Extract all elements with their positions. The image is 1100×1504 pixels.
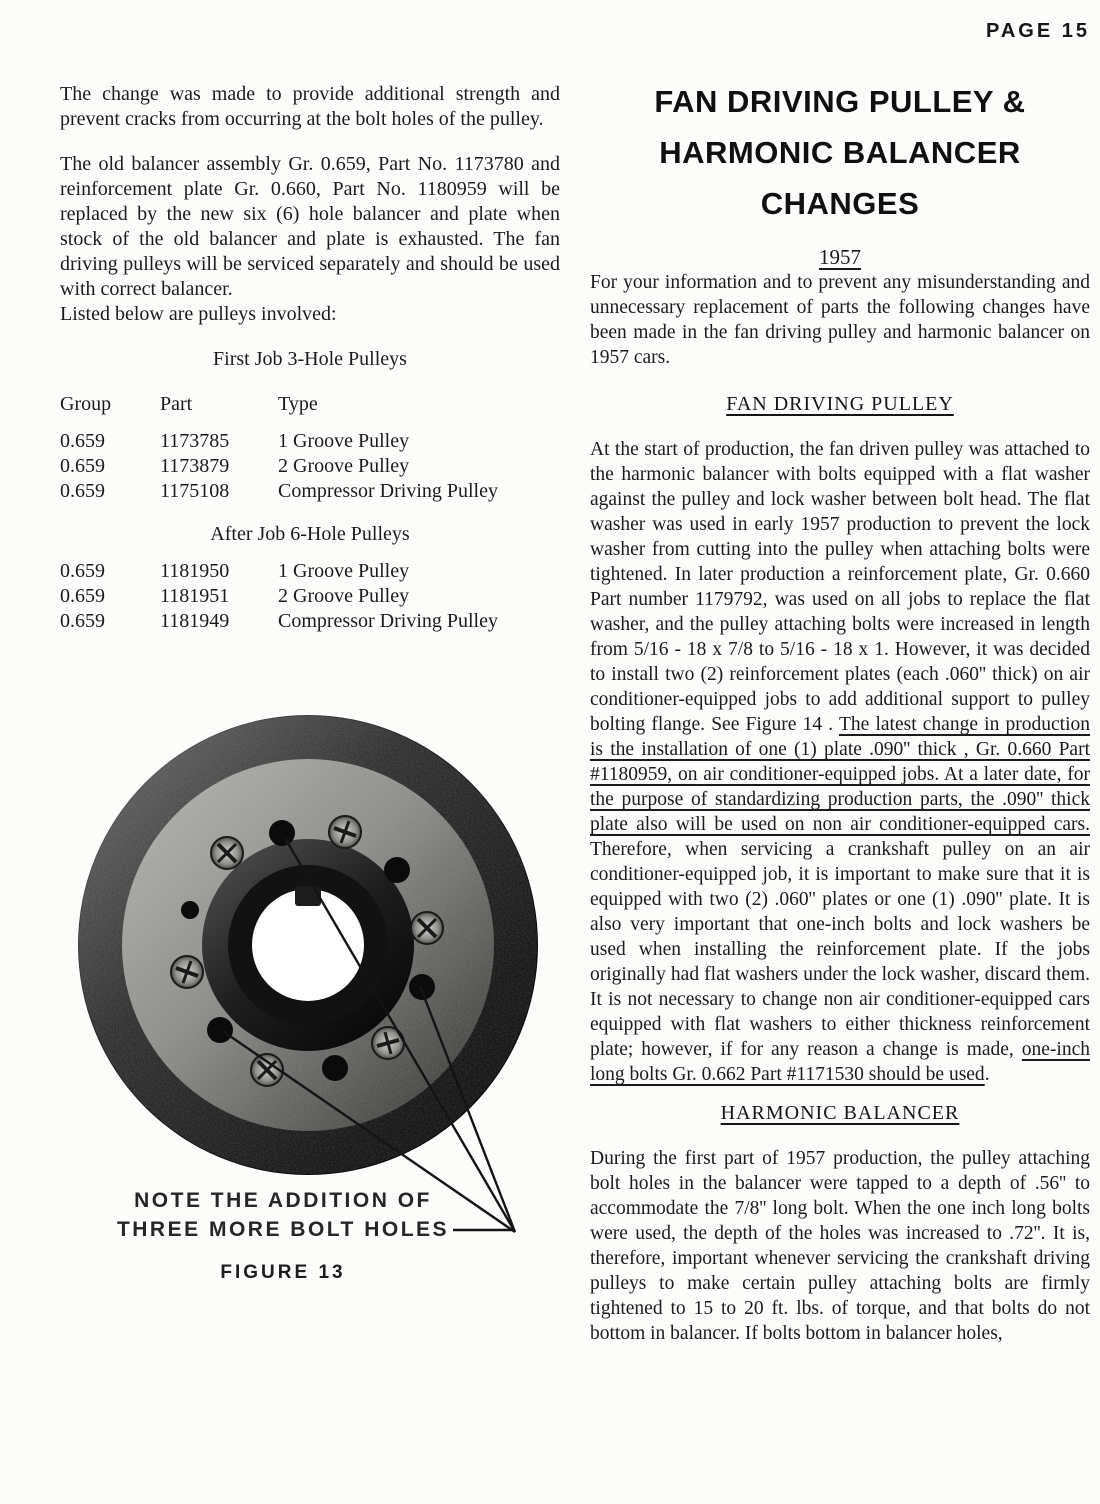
cell-type: Compressor Driving Pulley xyxy=(278,480,498,502)
cell-group: 0.659 xyxy=(60,480,105,502)
right-column xyxy=(590,76,1090,1346)
table-header-row xyxy=(60,392,560,417)
table-row xyxy=(60,559,560,584)
cell-part: 1175108 xyxy=(160,480,230,502)
article-title xyxy=(590,76,1090,229)
figure-note-line1: NOTE THE ADDITION OF xyxy=(134,1189,432,1212)
paragraph-segment-underlined: one-inch long bolts Gr. 0.662 Part #1171530 should be used xyxy=(590,1039,1090,1085)
cell-part: 1181950 xyxy=(160,560,230,582)
cell-type: 2 Groove Pulley xyxy=(278,585,410,607)
paragraph-segment: Therefore, when servicing a crankshaft pulley on an air conditioner-equipped job, it is important to make sure that it is equipped with two (2) .060'' plates or one (1) .090'' plate. It is also very important that one-inch bolts and lock washers be used when installing the reinforcement plate. If the jobs originally had flat washers under the lock washer, discard them. It is not necessary to change non air conditioner-equipped cars equipped with flat washers to either thickness reinforcement plate; however, if for any reason a change is made, xyxy=(590,839,1090,1060)
cell-part: 1181949 xyxy=(160,610,230,632)
bolt-hole xyxy=(384,857,410,883)
table-first-job xyxy=(60,429,560,504)
cell-type: 1 Groove Pulley xyxy=(278,430,410,452)
paragraph-segment: At the start of production, the fan driven pulley was attached to the harmonic balancer with bolts equipped with a flat washer against the pulley and lock washer between bolt head. The flat washer was used in early 1957 production to prevent the lock washer from cutting into the pulley when attaching bolts were tightened. In later production a reinforcement plate, Gr. 0.660 Part number 1179792, was used on all jobs to replace the flat washer, and the pulley attaching bolts were increased in length from 5/16 - 18 x 7/8 to 5/16 - 18 x 1. However, it was decided to install two (2) reinforcement plates (each .060'' thick) on air conditioner-equipped jobs to add additional support to pulley bolting flange. See Figure 14 . xyxy=(590,439,1090,735)
bolt-hole xyxy=(322,1055,348,1081)
figure-caption: FIGURE 13 xyxy=(220,1262,346,1283)
harmonic-balancer-photo xyxy=(55,680,565,1260)
table-row xyxy=(60,429,560,454)
intro-paragraph: For your information and to prevent any misunderstanding and unnecessary replacement of parts the following changes have been made in the fan driving pulley and harmonic balancer on 1957 cars. xyxy=(590,272,1090,368)
bolt-hole xyxy=(409,974,435,1000)
cell-part: 1173785 xyxy=(160,430,230,452)
bolt-hole xyxy=(207,1017,233,1043)
table-row xyxy=(60,454,560,479)
cell-type: 2 Groove Pulley xyxy=(278,455,410,477)
bolt-hole xyxy=(181,901,199,919)
table-row xyxy=(60,584,560,609)
fan-driving-pulley-paragraph xyxy=(590,437,1090,1087)
cell-group: 0.659 xyxy=(60,610,105,632)
table-row xyxy=(60,609,560,634)
paragraph-listed-below: Listed below are pulleys involved: xyxy=(60,303,337,325)
article-title-line2: HARMONIC BALANCER CHANGES xyxy=(659,135,1021,221)
cell-part: 1173879 xyxy=(160,455,230,477)
section-heading-fan-driving-pulley: FAN DRIVING PULLEY xyxy=(726,393,954,415)
article-title-line1: FAN DRIVING PULLEY & xyxy=(654,84,1026,119)
col-header-group: Group xyxy=(60,393,112,415)
cell-group: 0.659 xyxy=(60,455,105,477)
year-heading: 1957 xyxy=(819,245,861,269)
col-header-type: Type xyxy=(278,393,318,415)
bolt-hole xyxy=(269,820,295,846)
paragraph-old-balancer: The old balancer assembly Gr. 0.659, Part No. 1173780 and reinforcement plate Gr. 0.660, Part No. 1180959 will be replaced by the new six (6) hole balancer and plate when stock of the old balancer and plate is exhausted. The fan driving pulleys will be serviced separately and should be used with correct balancer. xyxy=(60,153,560,300)
harmonic-balancer-paragraph: During the first part of 1957 production, the pulley attaching bolt holes in the balancer were tapped to a depth of .56'' to accommodate the 7/8'' long bolt. When the one inch long bolts were used, the depth of the holes was increased to .72''. It is, therefore, important whenever servicing the crankshaft driving pulleys to make certain pulley attaching bolts are firmly tightened to 15 to 20 ft. lbs. of torque, and that bolts do not bottom in balancer. If bolts bottom in balancer holes, xyxy=(590,1148,1090,1344)
figure-note-line2: THREE MORE BOLT HOLES xyxy=(116,1218,450,1241)
table-row xyxy=(60,479,560,504)
cell-type: 1 Groove Pulley xyxy=(278,560,410,582)
left-column xyxy=(60,82,560,634)
cell-type: Compressor Driving Pulley xyxy=(278,610,498,632)
table-title-after-job: After Job 6-Hole Pulleys xyxy=(210,523,410,545)
cell-group: 0.659 xyxy=(60,560,105,582)
page-number: PAGE 15 xyxy=(986,20,1090,42)
figure-note xyxy=(83,1186,483,1244)
table-after-job xyxy=(60,559,560,634)
section-heading-harmonic-balancer: HARMONIC BALANCER xyxy=(720,1102,960,1124)
paragraph-segment-underlined: The latest change in production is the installation of one (1) plate .090'' thick , Gr. 0.660 Part #1180959, on air conditioner-equipped jobs. At a later date, for the purpose of standardizing production parts, the .090'' thick plate also will be used on non air conditioner-equipped cars. xyxy=(590,714,1090,835)
figure-13 xyxy=(55,680,565,1260)
table-title-first-job: First Job 3-Hole Pulleys xyxy=(213,348,407,370)
cell-group: 0.659 xyxy=(60,430,105,452)
cell-part: 1181951 xyxy=(160,585,230,607)
keyway-slot xyxy=(295,886,321,906)
col-header-part: Part xyxy=(160,393,193,415)
cell-group: 0.659 xyxy=(60,585,105,607)
paragraph-change-strength: The change was made to provide additional strength and prevent cracks from occurring at the bolt holes of the pulley. xyxy=(60,83,560,130)
paragraph-segment: . xyxy=(984,1064,990,1085)
